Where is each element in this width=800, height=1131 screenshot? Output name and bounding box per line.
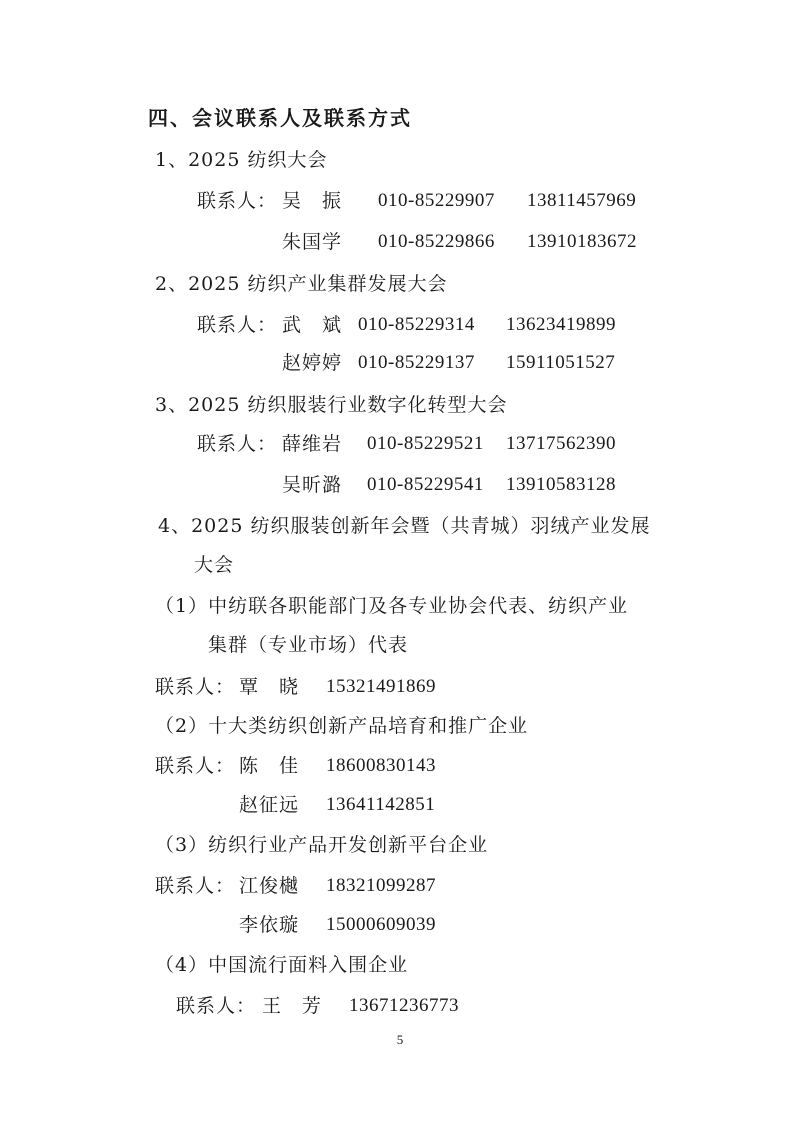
group-1-title-line-2: 集群（专业市场）代表 [208, 634, 409, 656]
contact-name: 武 斌 [282, 314, 343, 336]
page-number: 5 [396, 1032, 404, 1047]
contact-label: 联系人： [155, 676, 236, 698]
contact-name: 朱国学 [282, 231, 343, 253]
contact-label: 联系人： [176, 995, 257, 1017]
contact-mobile: 15000609039 [326, 914, 436, 935]
contact-name: 赵婷婷 [282, 352, 343, 374]
contact-label: 联系人： [197, 433, 278, 455]
contact-name: 薛维岩 [282, 433, 343, 455]
contact-mobile: 18321099287 [326, 875, 436, 896]
item-4-title-line-2: 大会 [194, 554, 235, 576]
contact-label: 联系人： [197, 314, 278, 336]
contact-mobile: 15321491869 [326, 676, 436, 697]
contact-mobile: 13910183672 [527, 231, 637, 252]
section-heading: 四、会议联系人及联系方式 [148, 106, 412, 130]
contact-mobile: 13910583128 [506, 474, 616, 495]
contact-mobile: 13671236773 [349, 995, 459, 1016]
contact-name: 李依璇 [239, 914, 300, 936]
contact-mobile: 18600830143 [326, 755, 436, 776]
contact-phone: 010-85229541 [367, 474, 484, 495]
contact-name: 吴 振 [282, 190, 343, 212]
contact-name: 王 芳 [262, 995, 323, 1017]
item-1-title: 1、2025 纺织大会 [155, 149, 328, 171]
group-2-title: （2）十大类纺织创新产品培育和推广企业 [155, 715, 529, 737]
contact-name: 赵征远 [239, 794, 300, 816]
item-3-title: 3、2025 纺织服装行业数字化转型大会 [155, 394, 508, 416]
contact-name: 覃 晓 [239, 676, 300, 698]
group-4-title: （4）中国流行面料入围企业 [155, 954, 409, 976]
contact-name: 陈 佳 [239, 755, 300, 777]
contact-phone: 010-85229907 [378, 190, 495, 211]
contact-mobile: 13717562390 [506, 433, 616, 454]
contact-name: 江俊樾 [239, 875, 300, 897]
item-2-title: 2、2025 纺织产业集群发展大会 [155, 273, 448, 295]
contact-label: 联系人： [155, 755, 236, 777]
contact-label: 联系人： [197, 190, 278, 212]
group-3-title: （3）纺织行业产品开发创新平台企业 [155, 834, 489, 856]
group-1-title-line-1: （1）中纺联各职能部门及各专业协会代表、纺织产业 [155, 595, 629, 617]
contact-phone: 010-85229521 [367, 433, 484, 454]
contact-mobile: 15911051527 [506, 352, 616, 373]
contact-label: 联系人： [155, 875, 236, 897]
contact-phone: 010-85229866 [378, 231, 495, 252]
contact-name: 吴昕潞 [282, 474, 343, 496]
contact-mobile: 13811457969 [527, 190, 637, 211]
contact-phone: 010-85229137 [358, 352, 475, 373]
contact-mobile: 13623419899 [506, 314, 616, 335]
item-4-title-line-1: 4、2025 纺织服装创新年会暨（共青城）羽绒产业发展 [158, 515, 651, 537]
contact-phone: 010-85229314 [358, 314, 475, 335]
contact-mobile: 13641142851 [326, 794, 436, 815]
